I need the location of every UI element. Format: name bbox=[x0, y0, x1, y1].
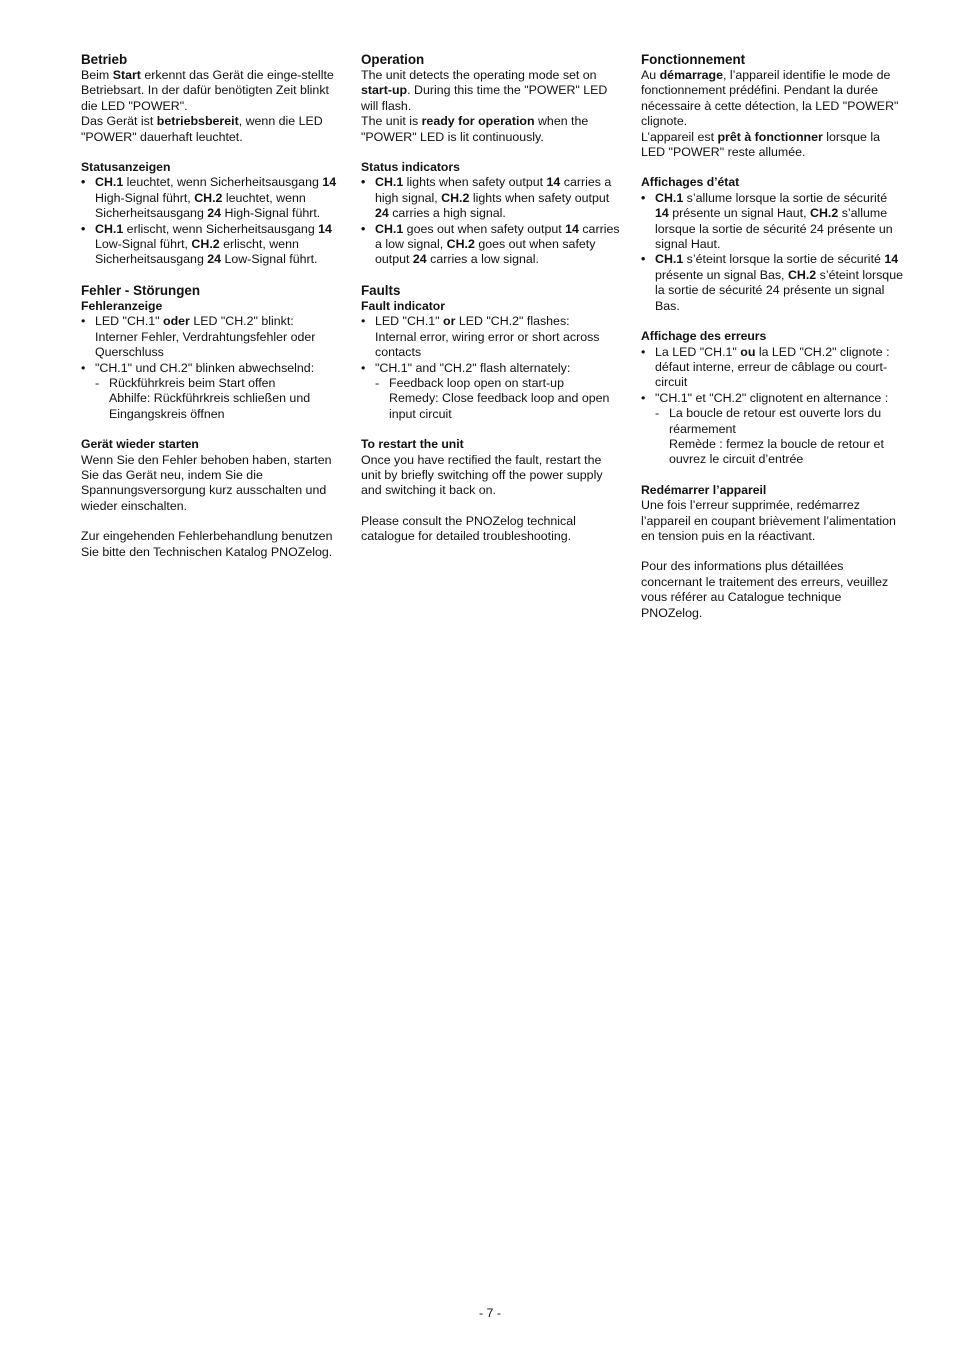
page-number: - 7 - bbox=[478, 1306, 502, 1320]
sub-list-item bbox=[95, 376, 343, 422]
bold-text: démarrage bbox=[659, 68, 723, 82]
bold-text: CH.1 bbox=[95, 175, 124, 190]
text: défaut interne, erreur de câblage ou court-circuit bbox=[655, 359, 888, 390]
text: Low-Signal führt. bbox=[221, 252, 318, 267]
text: , wenn die LED "POWER" dauerhaft leuchtet. bbox=[81, 114, 323, 144]
bold-text: CH.2 bbox=[787, 267, 817, 282]
bold-text: 14 bbox=[318, 221, 332, 236]
bold-text: ready for operation bbox=[421, 114, 535, 129]
section-title-faults: Faults bbox=[361, 282, 401, 298]
bold-text: Start bbox=[112, 68, 141, 82]
bold-text: CH.2 bbox=[441, 190, 470, 205]
bullet: • bbox=[81, 221, 86, 236]
text: lights when safety output bbox=[403, 175, 547, 190]
paragraph bbox=[361, 114, 623, 145]
subsection-title-erreurs: Affichage des erreurs bbox=[641, 329, 767, 344]
text: LED "CH.2" blinkt: bbox=[189, 314, 294, 329]
text: carries a high signal, bbox=[375, 175, 612, 205]
bold-text: 14 bbox=[655, 206, 669, 221]
bold-text: 24 bbox=[207, 252, 222, 267]
list-item bbox=[361, 222, 623, 268]
bold-text: CH.2 bbox=[446, 237, 475, 252]
text: LED "CH.1" bbox=[95, 314, 164, 329]
bold-text: CH.1 bbox=[95, 221, 124, 236]
text: présente un signal Haut, bbox=[668, 206, 811, 221]
bullet: • bbox=[81, 175, 86, 190]
paragraph bbox=[361, 68, 623, 114]
text: Beim bbox=[81, 68, 113, 82]
paragraph-note: Please consult the PNOZelog technical catalogue for detailed troubleshooting. bbox=[361, 513, 576, 544]
list-item bbox=[641, 252, 903, 314]
text: La boucle de retour est ouverte lors du réarmement bbox=[669, 406, 882, 436]
list-item bbox=[81, 314, 343, 360]
bullet: • bbox=[641, 344, 646, 359]
bold-text: ou bbox=[740, 344, 756, 359]
paragraph-note: Pour des informations plus détaillées concernant le traitement des erreurs, veuillez vous référer au Catalogue technique PNOZelog. bbox=[641, 559, 889, 620]
text: Remedy: Close feedback loop and open input circuit bbox=[389, 391, 610, 421]
dash: - bbox=[655, 406, 660, 421]
bullet: • bbox=[361, 221, 366, 236]
text: s’éteint lorsque la sortie de sécurité 24 présente un signal Bas. bbox=[655, 267, 903, 313]
bold-text: CH.1 bbox=[375, 221, 404, 236]
text: carries a low signal. bbox=[426, 252, 539, 267]
bold-text: 24 bbox=[412, 252, 427, 267]
section-title-fehler: Fehler - Störungen bbox=[81, 282, 201, 298]
subsection-title-statusanzeigen: Statusanzeigen bbox=[81, 160, 171, 175]
bold-text: start-up bbox=[361, 83, 408, 98]
text: Remède : fermez la boucle de retour et ouvrez le circuit d’entrée bbox=[669, 436, 884, 467]
bold-text: CH.2 bbox=[191, 237, 220, 252]
text: erlischt, wenn Sicherheitsausgang bbox=[95, 237, 299, 267]
sub-list-item bbox=[655, 406, 903, 468]
paragraph bbox=[81, 114, 343, 145]
text: . During this time the "POWER" LED will flash. bbox=[361, 83, 608, 113]
paragraph: Une fois l’erreur supprimée, redémarrez l’appareil en coupant brièvement l’alimentation en tension puis en la réactivant. bbox=[641, 498, 896, 543]
subsection-title-restart: To restart the unit bbox=[361, 437, 464, 452]
text: présente un signal Bas, bbox=[655, 267, 788, 282]
text: "CH.1" and "CH.2" flash alternately: bbox=[375, 360, 571, 375]
text: High-Signal führt. bbox=[221, 206, 321, 221]
text: Internal error, wiring error or short across contacts bbox=[375, 329, 600, 360]
text: LED "CH.1" bbox=[375, 314, 444, 329]
text: High-Signal führt, bbox=[95, 190, 195, 205]
text: Low-Signal führt, bbox=[95, 237, 192, 252]
text: lights when safety output bbox=[469, 190, 610, 205]
text: leuchtet, wenn Sicherheitsausgang bbox=[123, 175, 323, 190]
text: Abhilfe: Rückführkreis schließen und Eingangskreis öffnen bbox=[109, 391, 311, 421]
bold-text: 14 bbox=[884, 252, 899, 267]
text: Feedback loop open on start-up bbox=[389, 375, 564, 390]
paragraph: Wenn Sie den Fehler behoben haben, starten Sie das Gerät neu, indem Sie die Spannungsversorgung kurz ausschalten und wieder einschalten. bbox=[81, 452, 332, 513]
paragraph-note: Zur eingehenden Fehlerbehandlung benutzen Sie bitte den Technischen Katalog PNOZelog. bbox=[81, 529, 333, 559]
subsection-title-restart: Redémarrer l’appareil bbox=[641, 482, 767, 497]
text: s’allume lorsque la sortie de sécurité bbox=[683, 190, 888, 205]
text: when the "POWER" LED is lit continuously. bbox=[361, 114, 589, 144]
bold-text: CH.1 bbox=[655, 252, 684, 267]
bold-text: oder bbox=[163, 314, 190, 329]
subsection-title-fault-indicator: Fault indicator bbox=[361, 298, 445, 313]
bold-text: 14 bbox=[322, 175, 337, 190]
sub-list-item bbox=[375, 376, 623, 422]
list-item bbox=[641, 345, 903, 391]
bold-text: prêt à fonctionner bbox=[717, 129, 823, 144]
bold-text: CH.1 bbox=[375, 175, 404, 190]
bold-text: CH.2 bbox=[194, 190, 223, 205]
section-title-betrieb: Betrieb bbox=[81, 52, 128, 67]
paragraph bbox=[641, 130, 903, 161]
subsection-title-fehleranzeige: Fehleranzeige bbox=[81, 298, 163, 313]
text: lorsque la LED "POWER" reste allumée. bbox=[641, 129, 880, 160]
bullet: • bbox=[81, 360, 86, 375]
bullet: • bbox=[361, 360, 366, 375]
text: The unit is bbox=[361, 114, 422, 129]
bold-text: 24 bbox=[207, 206, 222, 221]
bullet: • bbox=[641, 390, 646, 405]
bullet: • bbox=[361, 314, 366, 329]
bold-text: 14 bbox=[565, 221, 579, 236]
subsection-title-status: Status indicators bbox=[361, 160, 460, 175]
list-item bbox=[81, 175, 343, 221]
bold-text: CH.2 bbox=[810, 206, 839, 221]
text: erlischt, wenn Sicherheitsausgang bbox=[123, 221, 319, 236]
text: s’éteint lorsque la sortie de sécurité bbox=[683, 252, 885, 267]
list-item bbox=[81, 222, 343, 268]
list-item bbox=[361, 314, 623, 360]
list-item bbox=[641, 191, 903, 253]
text: goes out when safety output bbox=[403, 221, 566, 236]
paragraph bbox=[641, 68, 903, 130]
list-item bbox=[361, 361, 623, 423]
section-title-operation: Operation bbox=[361, 52, 425, 67]
text: LED "CH.2" flashes: bbox=[455, 314, 570, 329]
text: "CH.1" et "CH.2" clignotent en alternance : bbox=[655, 390, 889, 405]
text: leuchtet, wenn Sicherheitsausgang bbox=[95, 190, 306, 221]
bullet: • bbox=[81, 314, 86, 329]
text: carries a low signal, bbox=[375, 221, 620, 252]
bold-text: betriebsbereit bbox=[156, 114, 239, 129]
subsection-title-affichages: Affichages d’état bbox=[641, 175, 740, 190]
text: erkennt das Gerät die einge-stellte Betriebsart. In der dafür benötigten Zeit blinkt die LED "POWER". bbox=[81, 68, 334, 113]
bold-text: 14 bbox=[546, 175, 561, 190]
text: carries a high signal. bbox=[388, 206, 506, 221]
list-item bbox=[641, 391, 903, 468]
paragraph: Once you have rectified the fault, restart the unit by briefly switching off the power supply and switching it back on. bbox=[361, 452, 603, 498]
column-french bbox=[641, 52, 903, 621]
text: La LED "CH.1" bbox=[655, 344, 741, 359]
text: goes out when safety output bbox=[375, 237, 596, 267]
column-english bbox=[361, 52, 623, 545]
text: Rückführkreis beim Start offen bbox=[109, 375, 276, 390]
list-item bbox=[361, 175, 623, 221]
list-item bbox=[81, 361, 343, 423]
text: L’appareil est bbox=[641, 129, 718, 144]
text: "CH.1" und CH.2" blinken abwechselnd: bbox=[95, 360, 315, 375]
text: , l’appareil identifie le mode de fonctionnement prédéfini. Pendant la durée nécessaire à cette détection, la LED "POWER" clignote. bbox=[641, 68, 899, 129]
bold-text: or bbox=[443, 314, 456, 329]
text: Au bbox=[641, 68, 660, 82]
text: The unit detects the operating mode set on bbox=[361, 68, 597, 82]
text: la LED "CH.2" clignote : bbox=[755, 344, 890, 359]
bullet: • bbox=[641, 190, 646, 205]
subsection-title-restart: Gerät wieder starten bbox=[81, 437, 199, 452]
bold-text: CH.1 bbox=[655, 190, 684, 205]
text: Das Gerät ist bbox=[81, 114, 157, 129]
text: Interner Fehler, Verdrahtungsfehler oder Querschluss bbox=[95, 329, 316, 360]
paragraph bbox=[81, 68, 343, 114]
bullet: • bbox=[361, 175, 366, 190]
section-title-fonctionnement: Fonctionnement bbox=[641, 52, 746, 67]
bullet: • bbox=[641, 252, 646, 267]
bold-text: 24 bbox=[375, 206, 389, 221]
text: s’allume lorsque la sortie de sécurité 24 présente un signal Haut. bbox=[655, 206, 893, 252]
dash: - bbox=[95, 375, 100, 390]
column-german bbox=[81, 52, 343, 560]
dash: - bbox=[375, 375, 380, 390]
